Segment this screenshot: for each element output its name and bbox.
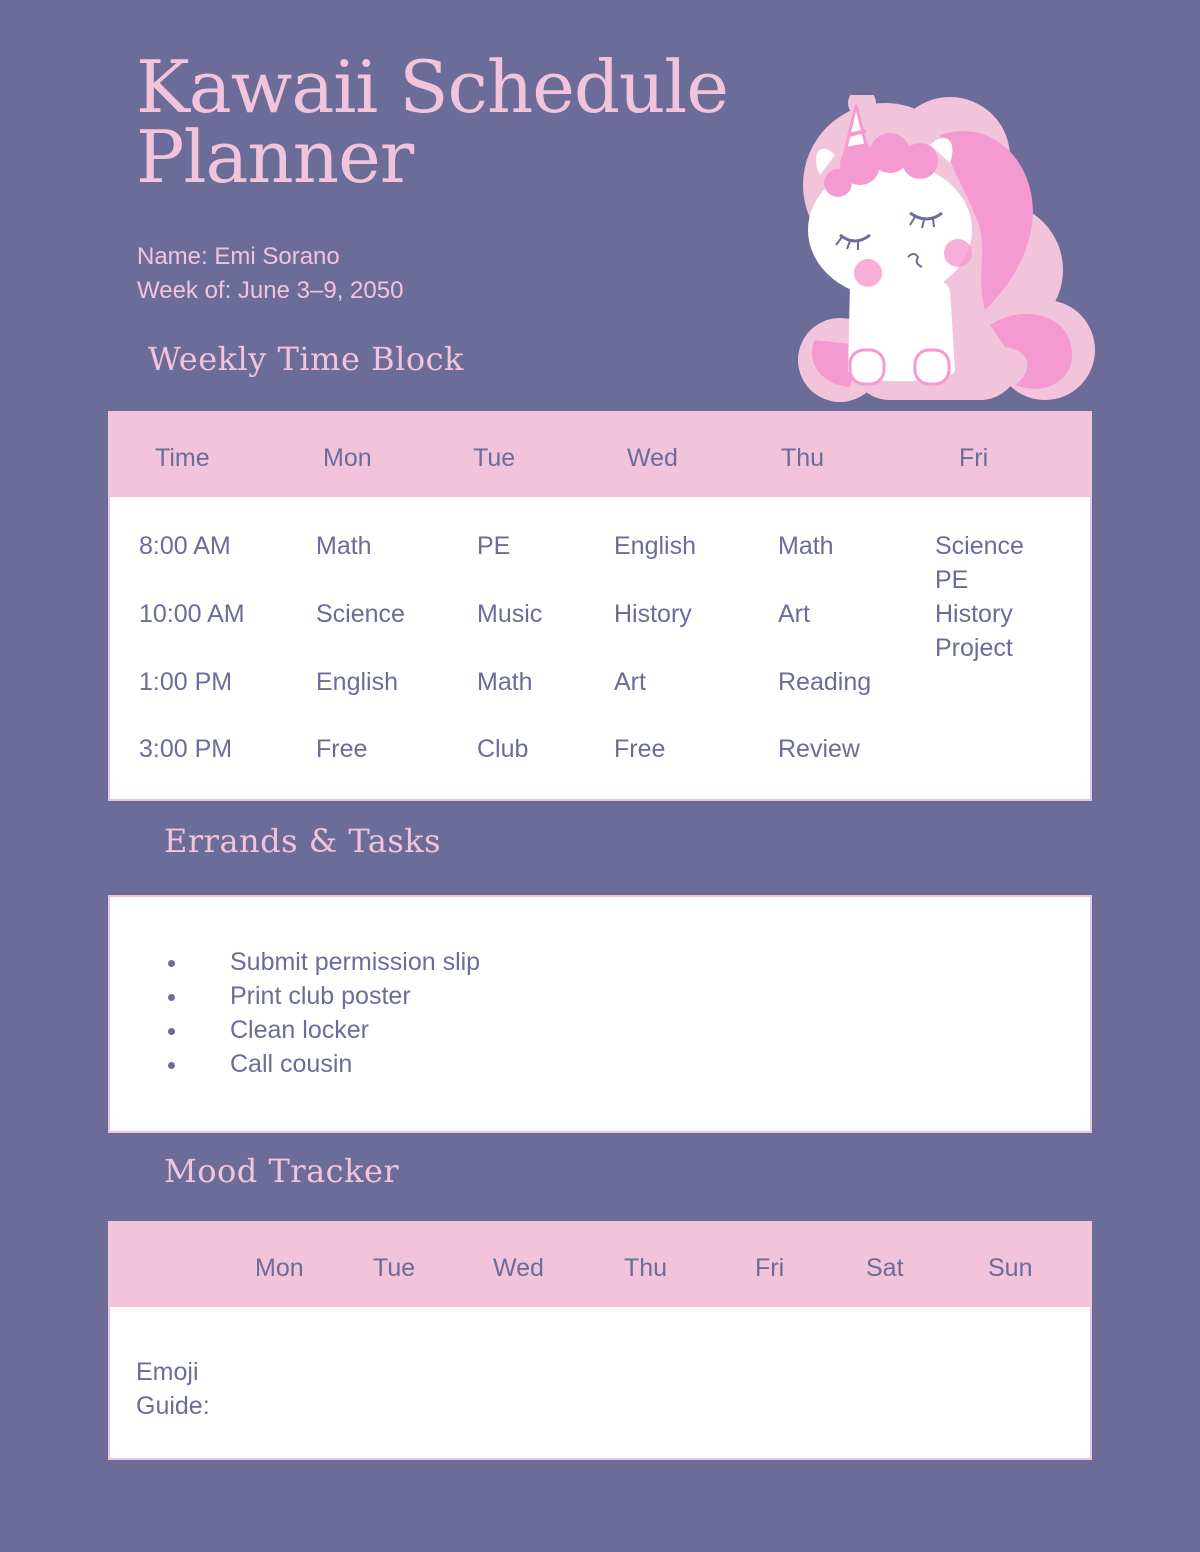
row3-thu: Reading [778,668,872,696]
student-name: Name: Emi Sorano [137,243,340,270]
row1-wed: English [614,532,696,560]
row1-time: 8:00 AM [139,532,231,560]
bullet-icon [168,994,175,1001]
row4-wed: Free [614,735,666,763]
bullet-icon [168,960,175,967]
row1-thu: Math [778,532,834,560]
page-title: Kawaii Schedule Planner [136,45,728,199]
col-header-mon: Mon [323,444,372,472]
mood-table-header [110,1223,1090,1307]
col-header-thu: Thu [781,444,825,472]
row2-thu: Art [778,600,810,628]
mood-col-sat: Sat [866,1254,904,1282]
weekly-table-header [110,413,1090,497]
mood-col-sun: Sun [988,1254,1033,1282]
mood-col-thu: Thu [624,1254,668,1282]
col-header-fri: Fri [959,444,989,472]
row4-time: 3:00 PM [139,735,233,763]
weekly-time-block-title: Weekly Time Block [148,340,464,378]
row2-time: 10:00 AM [139,600,245,628]
row2-tue: Music [477,600,543,628]
errands-tasks-box: Submit permission slip Print club poster Clean locker Call cousin [108,895,1092,1133]
row4-mon: Free [316,735,368,763]
errands-tasks-title: Errands & Tasks [164,822,442,860]
row2-wed: History [614,600,692,628]
emoji-guide-label: Emoji Guide: [136,1358,210,1420]
row1-tue: PE [477,532,511,560]
row1-mon: Math [316,532,372,560]
fri-entry: History [935,600,1013,628]
row2-mon: Science [316,600,405,628]
fri-entry: Project [935,634,1013,662]
row3-tue: Math [477,668,533,696]
row4-thu: Review [778,735,860,763]
unicorn-illustration [790,95,1095,410]
fri-entry: PE [935,566,969,594]
row3-wed: Art [614,668,646,696]
mood-tracker-title: Mood Tracker [164,1152,400,1190]
col-header-time: Time [155,444,210,472]
mood-col-fri: Fri [755,1254,785,1282]
row4-tue: Club [477,735,529,763]
row3-mon: English [316,668,398,696]
fri-entry: Science [935,532,1024,560]
mood-tracker-table [108,1221,1092,1460]
col-header-wed: Wed [627,444,678,472]
bullet-icon [168,1062,175,1069]
bullet-icon [168,1028,175,1035]
col-header-tue: Tue [473,444,516,472]
mood-col-wed: Wed [493,1254,544,1282]
row3-time: 1:00 PM [139,668,233,696]
weekly-time-block-table [108,411,1092,801]
mood-col-tue: Tue [373,1254,416,1282]
week-range: Week of: June 3–9, 2050 [137,277,404,304]
mood-col-mon: Mon [255,1254,304,1282]
